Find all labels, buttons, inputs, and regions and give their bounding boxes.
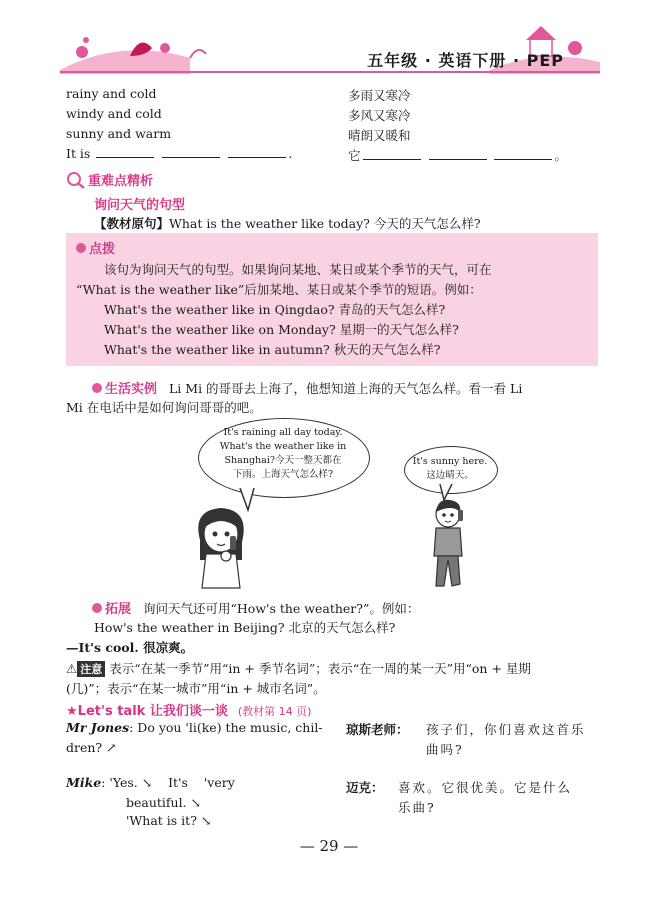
dialogue-2-zh-1: 喜欢。它很优美。它是什么 (398, 780, 573, 795)
bubble-left-line-3: Shanghai?今天一整天都在 (224, 455, 342, 466)
lets-talk-ref: (教材第 14 页) (237, 705, 312, 718)
source-sentence-line (94, 214, 481, 232)
tip-badge (76, 238, 115, 257)
blank-line[interactable] (429, 149, 487, 160)
bubble-right-line-1: It's sunny here. (412, 456, 488, 467)
fill-blank-zh-suffix: 。 (554, 148, 567, 163)
vocab-zh-3: 晴朗又暖和 (348, 128, 411, 143)
fill-blank-en-suffix: . (288, 146, 293, 161)
fill-blank-zh-prefix: 它 (348, 148, 361, 163)
key-points-subtitle: 询问天气的句型 (94, 198, 186, 213)
life-example-badge (92, 378, 157, 397)
dialogue-2-en-line-1 (66, 775, 235, 790)
lets-talk-heading (66, 700, 311, 719)
dialogue-1-en-2: dren? ↗ (66, 740, 117, 755)
speaker-zh-2: 迈克： (346, 780, 384, 795)
dialogue-2-en-1: : 'Yes. ↘ It's 'very (101, 775, 235, 790)
fill-blank-en-prefix: It is (66, 146, 91, 161)
warning-icon: ⚠ (66, 661, 78, 676)
bubble-left-line-1: It's raining all day today. (223, 427, 343, 438)
vocab-en-2: windy and cold (66, 106, 162, 121)
bullet-icon (92, 603, 102, 613)
note-text-1: 表示“在某一季节”用“in + 季节名词”；表示“在一周的某一天”用“on + 星期 (109, 661, 531, 676)
dialogue-2-en-3: 'What is it? ↘ (126, 813, 212, 828)
blank-line[interactable] (494, 149, 552, 160)
dialogue-2-en-2: beautiful. ↘ (126, 795, 202, 810)
girl-on-phone-illustration (186, 500, 256, 590)
life-example-text-1: Li Mi 的哥哥去上海了，他想知道上海的天气怎么样。看一看 Li (169, 380, 523, 396)
page-number: — 29 — (299, 837, 359, 855)
dialogue-1-en-line-1 (66, 720, 323, 735)
dialogue-1-en-1: : Do you 'li(ke) the music, chil- (129, 720, 323, 735)
dialogue-1-zh-2: 曲吗? (426, 742, 464, 757)
note-label: 注意 (77, 661, 105, 677)
page-header-title: 五年级 · 英语下册 · PEP (367, 51, 564, 70)
magnifier-icon (66, 171, 88, 189)
tip-example-2: What's the weather like on Monday? 星期一的天气怎么样? (104, 322, 459, 337)
extend-line-1 (92, 598, 419, 617)
key-points-heading (66, 170, 153, 189)
fill-blank-zh (348, 146, 567, 164)
blank-line[interactable] (228, 147, 286, 158)
bullet-icon (76, 243, 86, 253)
fill-blank-en (66, 146, 292, 161)
bubble-left-line-4: 下雨。上海天气怎么样? (232, 469, 334, 480)
blank-line[interactable] (363, 149, 421, 160)
tip-example-3: What's the weather like in autumn? 秋天的天气怎么样? (104, 342, 441, 357)
note-line-1 (66, 659, 531, 677)
header-divider (60, 71, 600, 73)
speaker-en-1: Mr Jones (66, 720, 130, 735)
dialogue-1-zh-1: 孩子们，你们喜欢这首乐 (426, 722, 586, 737)
bullet-icon (92, 383, 102, 393)
source-sentence: What is the weather like today? 今天的天气怎么样? (169, 216, 481, 231)
extend-text-3: —It's cool. 很凉爽。 (66, 640, 194, 655)
extend-text-1: 询问天气还可用“How's the weather?”。例如： (143, 600, 420, 616)
note-text-2: (几)”；表示“在某一城市”用“in + 城市名词”。 (66, 681, 326, 696)
bubble-left-text (216, 426, 350, 482)
extend-label: 拓展 (105, 602, 132, 617)
vocab-zh-1: 多雨又寒冷 (348, 88, 411, 103)
vocab-en-3: sunny and warm (66, 126, 172, 141)
vocab-zh-2: 多风又寒冷 (348, 108, 411, 123)
tip-example-1: What's the weather like in Qingdao? 青岛的天气怎么样? (104, 302, 446, 317)
extend-badge (92, 598, 131, 617)
vocab-en-1: rainy and cold (66, 86, 157, 101)
bubble-left-line-2: What's the weather like in (219, 441, 347, 452)
key-points-title: 重难点精析 (88, 174, 154, 189)
lets-talk-title: ★Let's talk 让我们谈一谈 (66, 704, 228, 719)
life-example-text-2: Mi 在电话中是如何询问哥哥的吧。 (66, 400, 262, 415)
speaker-zh-1: 琼斯老师： (346, 722, 409, 737)
dialogue-2-zh-2: 乐曲? (398, 800, 436, 815)
tip-label: 点拨 (89, 242, 116, 257)
speaker-en-2: Mike (66, 775, 102, 790)
tip-line-2: “What is the weather like”后加某地、某日或某个季节的短语。例如： (76, 282, 482, 297)
boy-on-phone-illustration (420, 498, 476, 590)
extend-text-2: How's the weather in Beijing? 北京的天气怎么样? (94, 620, 396, 635)
blank-line[interactable] (162, 147, 220, 158)
life-example-line-1 (92, 378, 522, 397)
blank-line[interactable] (96, 147, 154, 158)
bubble-right-line-2: 这边晴天。 (426, 470, 474, 481)
life-example-label: 生活实例 (105, 382, 158, 397)
source-label: 【教材原句】 (94, 216, 170, 231)
tip-line-1: 该句为询问天气的句型。如果询问某地、某日或某个季节的天气，可在 (104, 262, 492, 277)
bubble-right-text (404, 455, 496, 483)
